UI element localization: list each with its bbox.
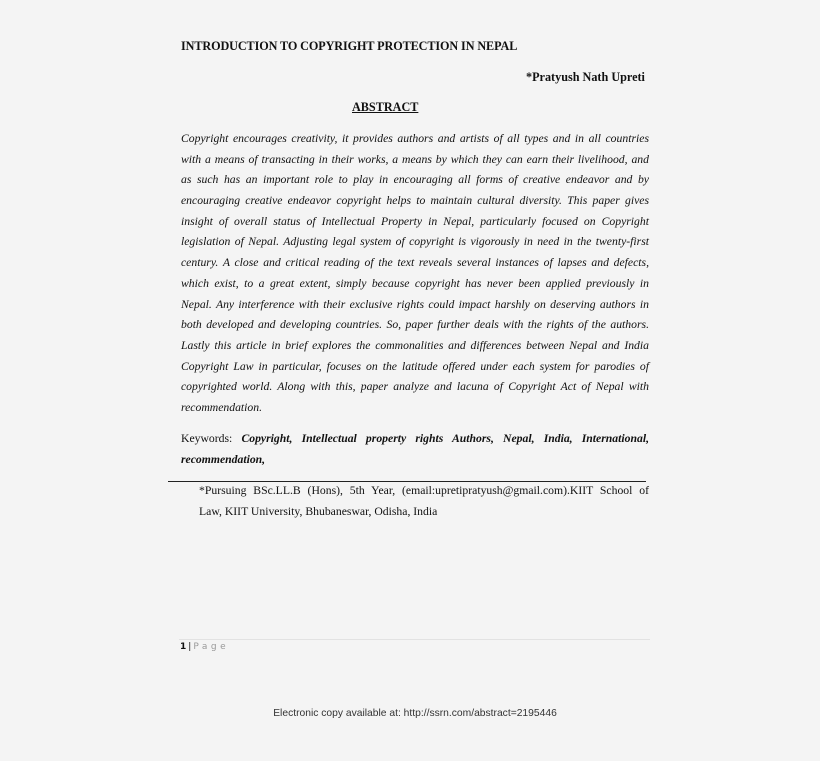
keywords-section [181, 429, 649, 470]
ssrn-availability-note: Electronic copy available at: http://ssrn.com/abstract=2195446 [273, 708, 557, 719]
abstract-line: both developed and developing countries. So, paper further deals with the rights of the authors. [181, 318, 649, 332]
author-name: *Pratyush Nath Upreti [526, 70, 645, 84]
abstract-line: century. A close and critical reading of the text reveals several instances of lapses and defects, [181, 256, 649, 270]
abstract-line: Nepal. Any interference with their exclusive rights could impact harshly on deserving authors in [181, 297, 649, 311]
abstract-line: as such has an important role to play in encouraging all forms of creative endeavor and by [181, 173, 649, 187]
abstract-body [181, 129, 649, 419]
abstract-line: Lastly this article in brief explores the commonalities and differences between Nepal and India [181, 338, 649, 352]
abstract-line: copyrighted world. Along with this, paper analyze and lacuna of Copyright Act of Nepal with [181, 380, 649, 394]
paper-title: INTRODUCTION TO COPYRIGHT PROTECTION IN NEPAL [181, 39, 518, 53]
keywords-values: Copyright, Intellectual property rights Authors, Nepal, India, International, [241, 432, 649, 445]
keywords-label: Keywords: [181, 432, 242, 445]
author-footnote [199, 481, 649, 522]
footnote-line: Law, KIIT University, Bhubaneswar, Odisha, India [199, 504, 438, 518]
abstract-line: insight of overall status of Intellectual Property in Nepal, particularly focused on Copyright [181, 214, 649, 228]
keywords-values: recommendation, [181, 452, 266, 466]
keywords-line [181, 429, 649, 450]
page-number-value: 1 [180, 642, 187, 652]
abstract-line: Copyright encourages creativity, it provides authors and artists of all types and in all countries [181, 132, 649, 145]
page-number [180, 642, 229, 652]
abstract-line: encouraging creative endeavor copyright helps to maintain cultural diversity. This paper gives [181, 194, 649, 208]
footnote-line: *Pursuing BSc.LL.B (Hons), 5th Year, (email:upretipratyush@gmail.com).KIIT School of [199, 484, 649, 497]
page-footer-divider [179, 639, 650, 640]
abstract-heading: ABSTRACT [352, 100, 419, 114]
page-number-separator: | [188, 642, 192, 652]
abstract-line: with a means of transacting in their works, a means by which they can earn their livelihood, and [181, 152, 649, 166]
page-label: Page [193, 642, 230, 652]
abstract-line: Copyright Law in particular, focuses on the latitude offered under each system for parodies of [181, 359, 649, 373]
abstract-line: which exist, to a great extent, simply because copyright has never been applied previously in [181, 276, 649, 290]
abstract-line: recommendation. [181, 400, 263, 414]
abstract-line: legislation of Nepal. Adjusting legal system of copyright is vigorously in need in the twenty-first [181, 235, 649, 249]
keywords-line [181, 450, 649, 471]
